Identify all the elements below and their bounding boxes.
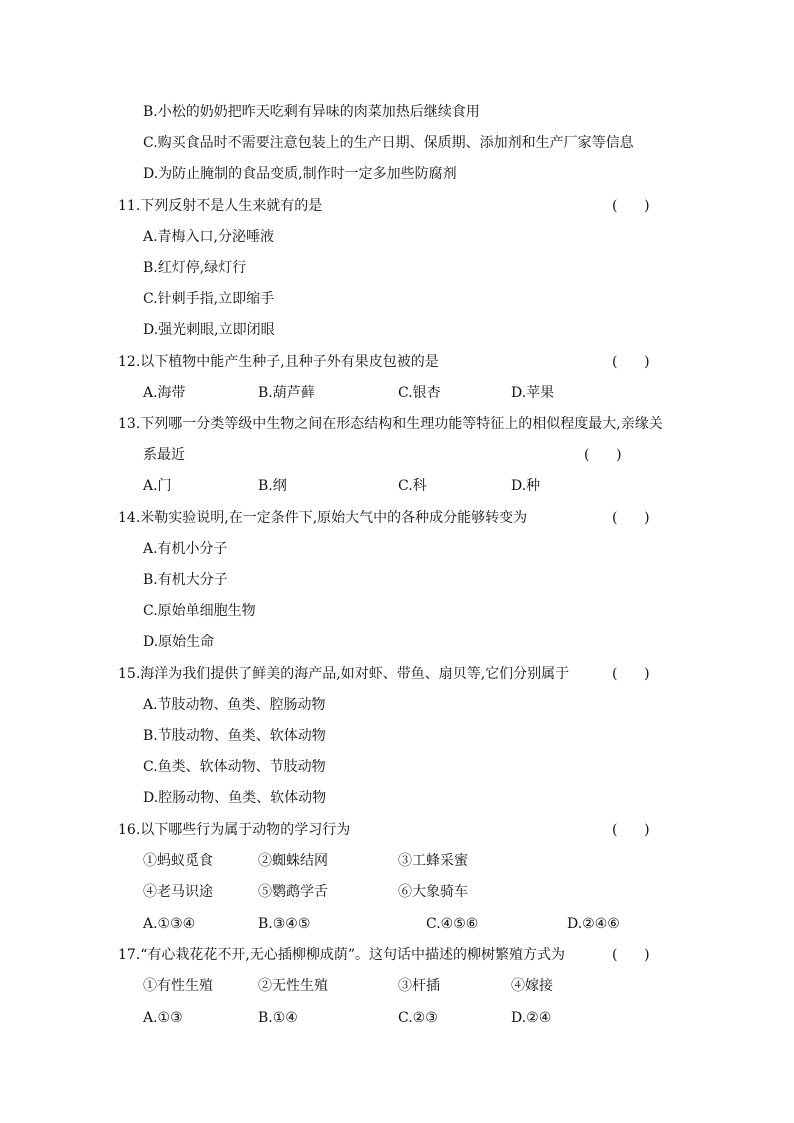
q13-option-b: B.纲 — [258, 478, 287, 494]
q13-option-d: D.种 — [511, 478, 541, 494]
q14-option-b: B.有机大分子 — [143, 572, 228, 588]
q12-answer-blank: ( ) — [612, 354, 650, 370]
q14-option-d: D.原始生命 — [143, 634, 215, 650]
q16-item-5: ⑤鹦鹉学舌 — [258, 884, 328, 900]
q11-option-b: B.红灯停,绿灯行 — [143, 260, 247, 276]
q17-option-a: A.①③ — [143, 1010, 183, 1026]
q17-item-2: ②无性生殖 — [258, 978, 328, 994]
q17-answer-blank: ( ) — [612, 947, 650, 963]
q17-item-3: ③杆插 — [398, 978, 440, 994]
q16-item-6: ⑥大象骑车 — [398, 884, 468, 900]
q14-stem: 14.米勒实验说明,在一定条件下,原始大气中的各种成分能够转变为 — [118, 510, 528, 526]
q11-answer-blank: ( ) — [612, 198, 650, 214]
q15-option-c: C.鱼类、软体动物、节肢动物 — [143, 759, 326, 775]
q12-option-b: B.葫芦藓 — [258, 385, 315, 401]
q16-item-3: ③工蜂采蜜 — [398, 853, 468, 869]
q12-option-a: A.海带 — [143, 385, 186, 401]
q13-stem-line1: 13.下列哪一分类等级中生物之间在形态结构和生理功能等特征上的相似程度最大,亲缘关 — [118, 416, 663, 432]
q15-option-b: B.节肢动物、鱼类、软体动物 — [143, 728, 326, 744]
q17-item-1: ①有性生殖 — [143, 978, 213, 994]
q11-option-d: D.强光刺眼,立即闭眼 — [143, 322, 275, 338]
prev-option-d: D.为防止腌制的食品变质,制作时一定多加些防腐剂 — [143, 166, 457, 182]
q13-option-c: C.科 — [398, 478, 427, 494]
q17-option-c: C.②③ — [398, 1010, 438, 1026]
q14-option-c: C.原始单细胞生物 — [143, 603, 256, 619]
q16-item-4: ④老马识途 — [143, 884, 213, 900]
q13-option-a: A.门 — [143, 478, 172, 494]
q16-item-1: ①蚂蚁觅食 — [143, 853, 213, 869]
q15-stem: 15.海洋为我们提供了鲜美的海产品,如对虾、带鱼、扇贝等,它们分别属于 — [118, 666, 570, 682]
q11-stem: 11.下列反射不是人生来就有的是 — [118, 198, 323, 214]
q11-option-a: A.青梅入口,分泌唾液 — [143, 229, 275, 245]
q15-option-a: A.节肢动物、鱼类、腔肠动物 — [143, 697, 326, 713]
q16-option-b: B.③④⑤ — [258, 916, 311, 932]
q14-option-a: A.有机小分子 — [143, 541, 228, 557]
q14-answer-blank: ( ) — [612, 510, 650, 526]
q11-option-c: C.针刺手指,立即缩手 — [143, 291, 275, 307]
q17-option-d: D.②④ — [511, 1010, 552, 1026]
q16-stem: 16.以下哪些行为属于动物的学习行为 — [118, 822, 351, 838]
q15-answer-blank: ( ) — [612, 666, 650, 682]
q16-option-c: C.④⑤⑥ — [426, 916, 479, 932]
q13-answer-blank: ( ) — [584, 447, 622, 463]
q12-stem: 12.以下植物中能产生种子,且种子外有果皮包被的是 — [118, 354, 439, 370]
q17-option-b: B.①④ — [258, 1010, 298, 1026]
prev-option-c: C.购买食品时不需要注意包装上的生产日期、保质期、添加剂和生产厂家等信息 — [143, 135, 634, 151]
q12-option-d: D.苹果 — [511, 385, 555, 401]
q15-option-d: D.腔肠动物、鱼类、软体动物 — [143, 790, 327, 806]
q16-item-2: ②蜘蛛结网 — [258, 853, 328, 869]
q16-answer-blank: ( ) — [612, 822, 650, 838]
prev-option-b: B.小松的奶奶把昨天吃剩有异味的肉菜加热后继续食用 — [143, 104, 480, 120]
q13-stem-line2: 系最近 — [143, 447, 185, 463]
q17-item-4: ④嫁接 — [511, 978, 553, 994]
q16-option-d: D.②④⑥ — [567, 916, 620, 932]
q12-option-c: C.银杏 — [398, 385, 441, 401]
q16-option-a: A.①③④ — [143, 916, 196, 932]
q17-stem: 17.“有心栽花花不开,无心插柳柳成荫”。这句话中描述的柳树繁殖方式为 — [118, 947, 566, 963]
